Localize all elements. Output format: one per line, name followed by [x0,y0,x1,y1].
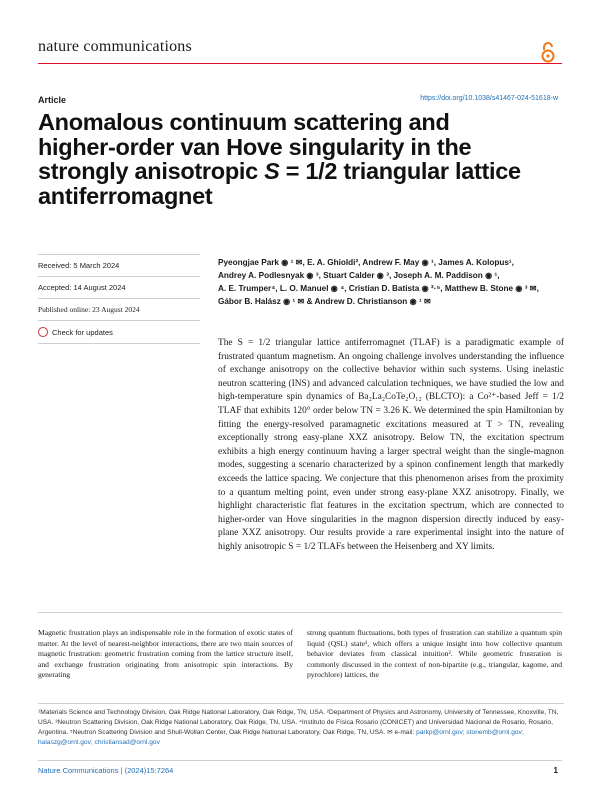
email-links[interactable]: parkp@ornl.gov; stonemb@ornl.gov; halaszg@ornl.gov; christiansad@ornl.gov [38,729,524,746]
title-line-2: higher-order van Hove singularity in the [38,133,472,160]
journal-name[interactable]: nature communications [38,38,192,55]
received-date: Received: 5 March 2024 [38,254,200,277]
check-updates-button[interactable] [38,321,200,344]
open-access-icon[interactable] [540,42,556,69]
affiliations [38,703,564,748]
author-line-3[interactable]: A. E. Trumper⁴, L. O. Manuel ◉ ⁴, Cristian D. Batista ◉ ²·⁵, Matthew B. Stone ◉ ³ ✉, [218,284,539,293]
article-dates [38,254,200,344]
email-label: ✉ e-mail: [387,729,415,736]
author-list [218,256,564,308]
author-line-1[interactable]: Pyeongjae Park ◉ ¹ ✉, E. A. Ghioldi², Andrew F. May ◉ ¹, James A. Kolopus¹, [218,258,514,267]
abstract: The S = 1/2 triangular lattice antiferromagnet (TLAF) is a paradigmatic example of frustrated quantum magnetism. An ongoing challenge involves understanding the influence of exchange anisotropy on the collective behavior within such systems. Using inelastic neutron scattering (INS) and advanced calculation techniques, we have studied the low and high-temperature spin dynamics of Ba₂La₂CoTe₂O₁₂ (BLCTO): a Co²⁺-based Jeff = 1/2 TLAF that exhibits 120° order below TN = 3.26 K. We determined the spin Hamiltonian by fitting the energy-resolved paramagnetic excitations measured at T > TN, revealing exceptionally strong easy-plane XXZ anisotropy. Below TN, the excitation spectrum exhibits a high energy continuum having a larger spectral weight than the single-magnon modes, suggesting a scenario characterized by a spinon confinement length that markedly exceeds the lattice spacing. We conjecture that this phenomenon arises from the proximity to a quantum melting point, even under strong easy-plane XXZ anisotropy. Finally, we highlight characteristic flat features in the excitation spectrum, which are connected to higher-order van Hove singularities in the magnon dispersion directly induced by easy-plane XXZ anisotropy. Our results provide a rare experimental insight into the nature of highly anisotropic S = 1/2 TLAFs between the Heisenberg and XY limits. [218,338,564,552]
section-divider [38,612,562,613]
title-line-1: Anomalous continuum scattering and [38,109,450,135]
author-line-2[interactable]: Andrey A. Podlesnyak ◉ ³, Stuart Calder ◉ ³, Joseph A. M. Paddison ◉ ¹, [218,271,500,280]
footer-citation[interactable]: Nature Communications | (2024)15:7264 [38,766,174,775]
title-line-4: antiferromagnet [38,182,213,209]
article-title [38,110,562,208]
body-column-2: strong quantum fluctuations, both types of frustration can stabilize a quantum spin liquid (QSL) state¹, which offers a unique insight into how collective quantum behavior deviates from classical intuition². While geometric frustration is commonly discussed in the context of non-bipartite (e.g., triangular, kagome, and pyrochlore) lattices, the [307,628,562,680]
header-divider [38,63,562,64]
article-type: Article [38,95,67,105]
published-date: Published online: 23 August 2024 [38,299,200,321]
check-updates-icon [38,327,48,337]
footer-divider [38,760,562,761]
title-line-3: strongly anisotropic S = 1/2 triangular lattice [38,158,521,184]
author-line-4[interactable]: Gábor B. Halász ◉ ¹ ✉ & Andrew D. Christianson ◉ ¹ ✉ [218,297,431,306]
body-column-1: Magnetic frustration plays an indispensable role in the formation of exotic states of matter. At the level of nearest-neighbor interactions, there are two main sources of magnetic frustration: geometric frustration coming from the lattice structure itself, and exchange frustration originating from anisotropic spin interactions. By generating [38,628,293,680]
doi-link[interactable]: https://doi.org/10.1038/s41467-024-51618-w [420,95,558,102]
accepted-date: Accepted: 14 August 2024 [38,277,200,299]
check-updates-label: Check for updates [52,327,113,337]
affiliation-text: ¹Materials Science and Technology Division, Oak Ridge National Laboratory, Oak Ridge, TN, USA. ²Department of Physics and Astronomy, University of Tennessee, Knoxville, TN, USA. ³Neutron Scattering Division, Oak Ridge National Laboratory, Oak Ridge, TN, USA. ⁴Instituto de Física Rosario (CONICET) and Universidad Nacional de Rosario, Rosario, Argentina. ⁵Neutron Scattering Division and Shull-Wollan Center, Oak Ridge National Laboratory, Oak Ridge, TN, USA. [38,709,559,736]
page-number: 1 [553,766,558,775]
